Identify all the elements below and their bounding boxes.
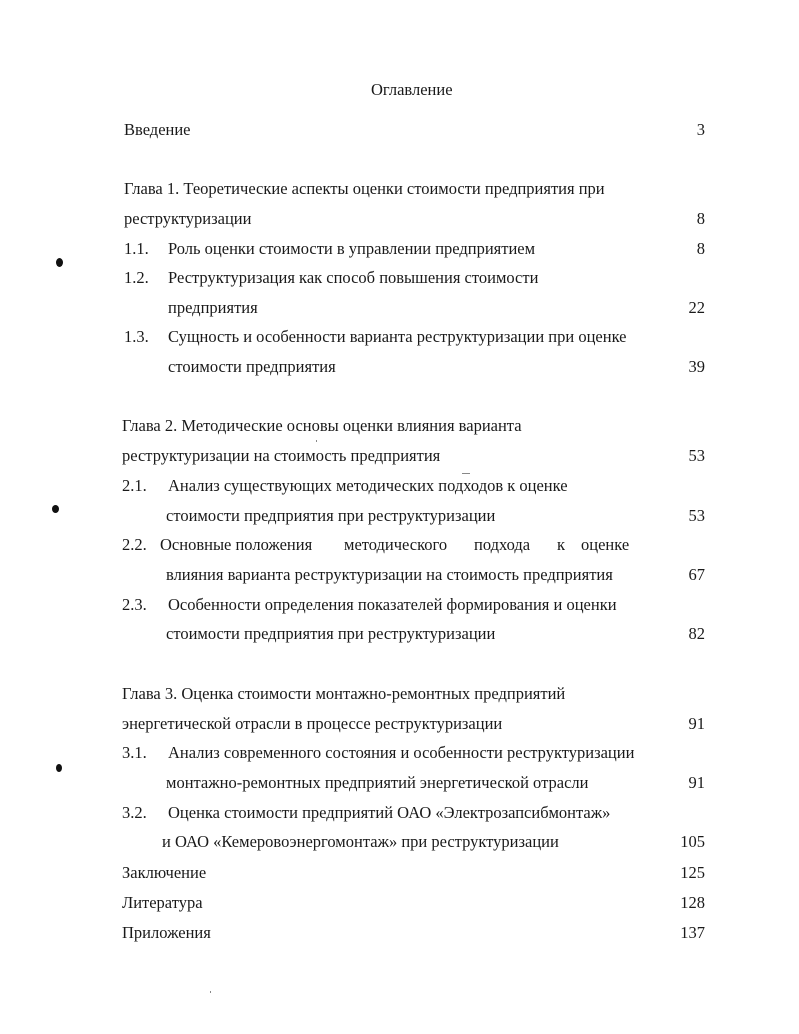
toc-section-3-1-line2: монтажно-ремонтных предприятий энергетической отрасли — [166, 773, 589, 792]
toc-section-number: 1.3. — [124, 327, 149, 346]
toc-section-1-3-line1: Сущность и особенности варианта реструктуризации при оценке — [168, 327, 627, 346]
toc-page-number: 8 — [696, 209, 705, 228]
toc-chapter-2-line1: Глава 2. Методические основы оценки влияния варианта — [122, 416, 522, 435]
toc-entry-conclusion: Заключение — [122, 863, 207, 882]
toc-section-1-2-line2: предприятия — [168, 298, 258, 317]
toc-page-number: 105 — [680, 832, 705, 851]
toc-page-number: 39 — [688, 357, 705, 376]
punch-hole-mark — [56, 764, 62, 772]
toc-section-2-3-line1: Особенности определения показателей формирования и оценки — [168, 595, 617, 614]
toc-section-2-2-line2: влияния варианта реструктуризации на стоимость предприятия — [166, 565, 613, 584]
toc-page-number: 91 — [688, 714, 705, 733]
toc-section-number: 3.1. — [122, 743, 147, 762]
page-title: Оглавление — [371, 80, 453, 99]
toc-page-number: 53 — [688, 446, 705, 465]
toc-chapter-3-line2: энергетической отрасли в процессе реструктуризации — [122, 714, 503, 733]
toc-section-2-1-line2: стоимости предприятия при реструктуризации — [166, 506, 496, 525]
toc-section-number: 2.3. — [122, 595, 147, 614]
scan-speck — [462, 473, 470, 474]
toc-section-2-2-word: Основные положения — [160, 535, 313, 554]
toc-section-3-1-line1: Анализ современного состояния и особенности реструктуризации — [168, 743, 635, 762]
toc-section-1-3-line2: стоимости предприятия — [168, 357, 336, 376]
punch-hole-mark — [52, 505, 59, 513]
toc-section-number: 1.1. — [124, 239, 149, 258]
scan-speck — [316, 440, 317, 442]
toc-section-3-2-line1: Оценка стоимости предприятий ОАО «Электрозапсибмонтаж» — [168, 803, 611, 822]
toc-page-number: 53 — [688, 506, 705, 525]
toc-page-number: 82 — [688, 624, 705, 643]
toc-entry-appendices: Приложения — [122, 923, 211, 942]
toc-page-number: 125 — [680, 863, 705, 882]
toc-section-2-3-line2: стоимости предприятия при реструктуризации — [166, 624, 496, 643]
toc-section-3-2-line2: и ОАО «Кемеровоэнергомонтаж» при реструктуризации — [162, 832, 559, 851]
toc-section-2-2-word: оценке — [581, 535, 630, 554]
toc-chapter-1-line1: Глава 1. Теоретические аспекты оценки стоимости предприятия при — [124, 179, 605, 198]
punch-hole-mark — [56, 258, 63, 267]
toc-page-number: 22 — [688, 298, 705, 317]
toc-chapter-1-line2: реструктуризации — [124, 209, 252, 228]
toc-page-number: 91 — [688, 773, 705, 792]
toc-section-number: 2.1. — [122, 476, 147, 495]
toc-page-number: 3 — [696, 120, 705, 139]
scan-speck — [210, 991, 211, 993]
toc-page-number: 8 — [696, 239, 705, 258]
toc-entry-intro: Введение — [124, 120, 191, 139]
toc-section-1-1: Роль оценки стоимости в управлении предприятием — [168, 239, 536, 258]
toc-chapter-2-line2: реструктуризации на стоимость предприятия — [122, 446, 441, 465]
toc-entry-literature: Литература — [122, 893, 203, 912]
toc-page-number: 67 — [688, 565, 705, 584]
toc-section-2-2-word: подхода — [474, 535, 531, 554]
toc-section-number: 2.2. — [122, 535, 147, 554]
toc-chapter-3-line1: Глава 3. Оценка стоимости монтажно-ремонтных предприятий — [122, 684, 566, 703]
toc-section-1-2-line1: Реструктуризация как способ повышения стоимости — [168, 268, 539, 287]
toc-page-number: 128 — [680, 893, 705, 912]
toc-section-number: 3.2. — [122, 803, 147, 822]
toc-section-2-1-line1: Анализ существующих методических подходов к оценке — [168, 476, 568, 495]
toc-section-number: 1.2. — [124, 268, 149, 287]
toc-page-number: 137 — [680, 923, 705, 942]
toc-section-2-2-word: к — [557, 535, 566, 554]
toc-section-2-2-word: методического — [344, 535, 448, 554]
